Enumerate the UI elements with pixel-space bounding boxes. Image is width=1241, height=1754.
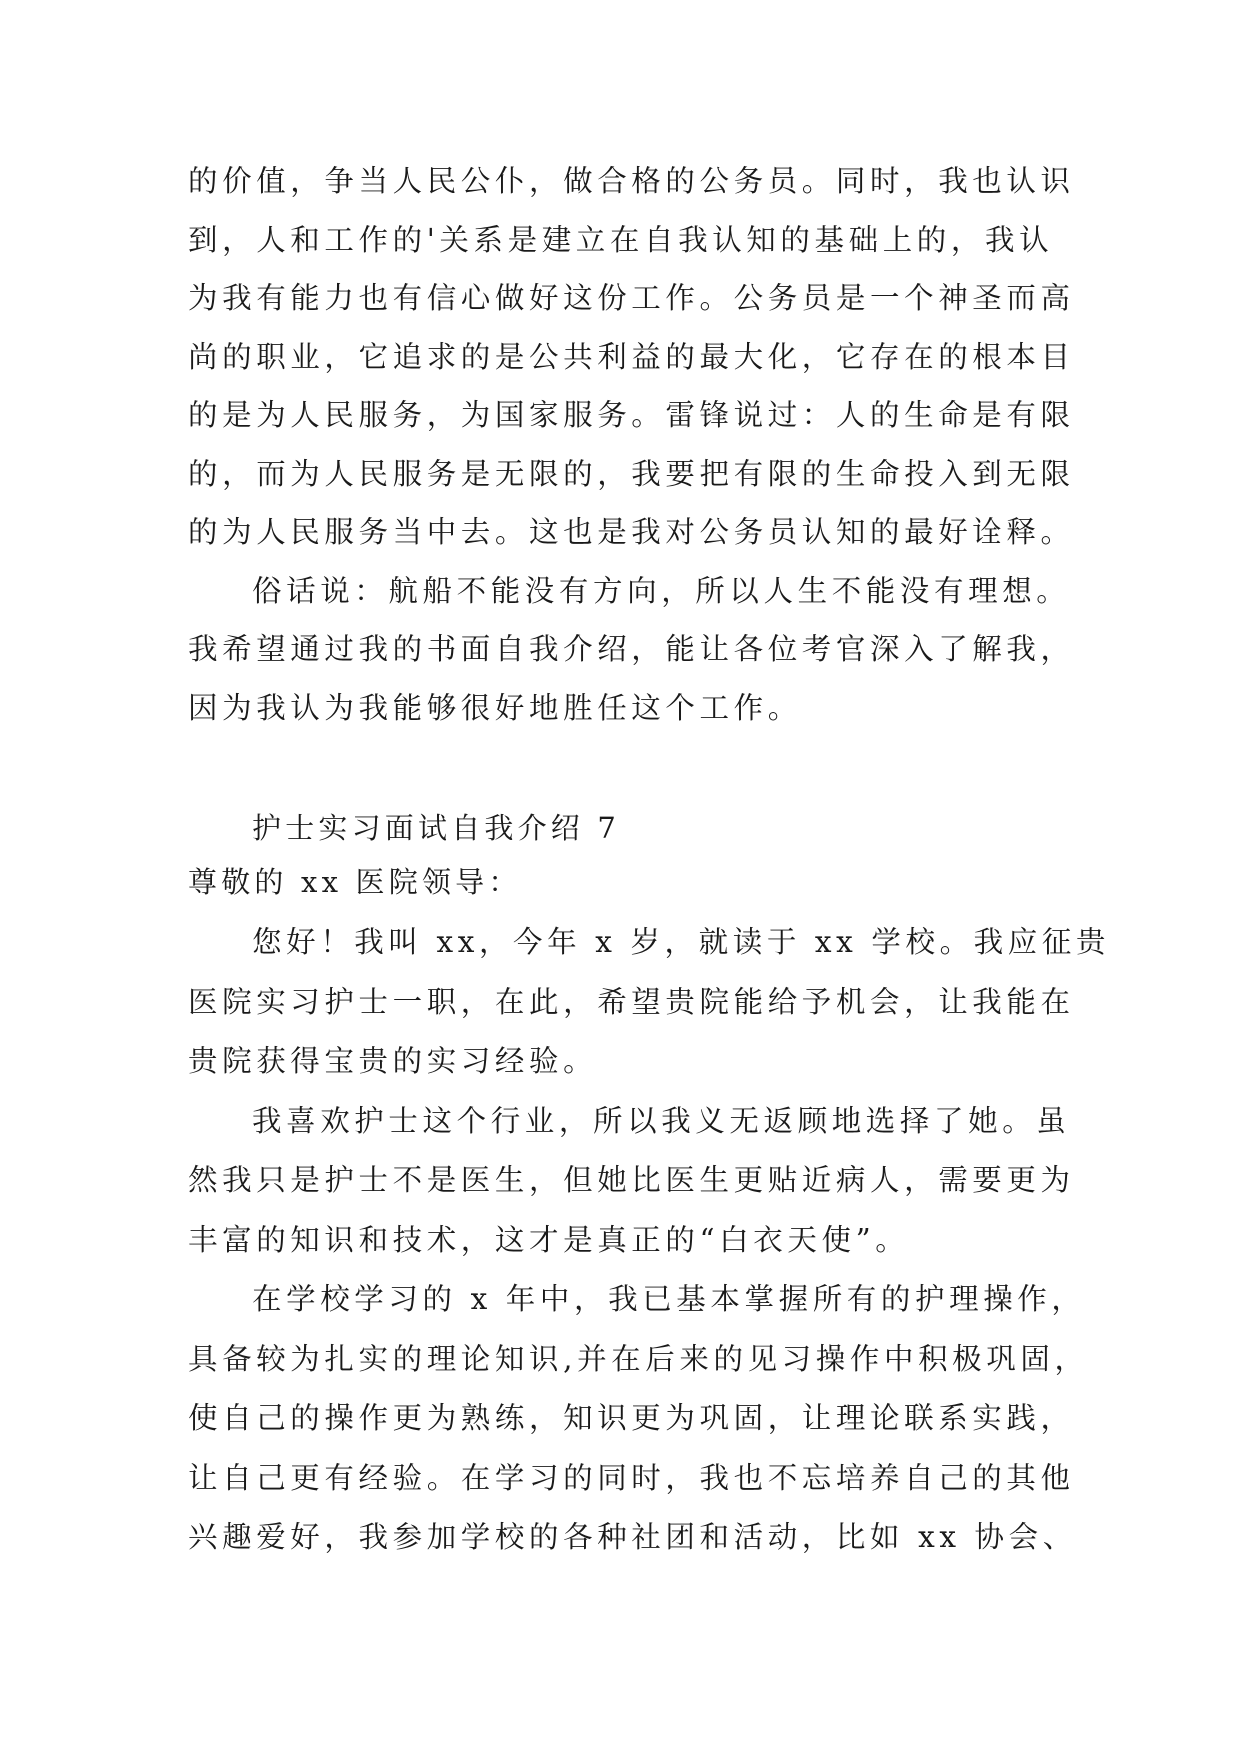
text-line: 医院实习护士一职，在此，希望贵院能给予机会，让我能在 xyxy=(188,984,1075,1019)
paragraph-study-experience xyxy=(188,1270,1089,1568)
text-line: 因为我认为我能够很好地胜任这个工作。 xyxy=(188,690,802,725)
text-line: 您好！我叫 xx，今年 x 岁，就读于 xx 学校。我应征贵 xyxy=(252,925,1111,959)
text-line: 的为人民服务当中去。这也是我对公务员认知的最好诠释。 xyxy=(188,515,1075,549)
section-heading: 护士实习面试自我介绍 7 xyxy=(252,811,621,845)
paragraph-greeting xyxy=(188,913,1111,1092)
text-line: 贵院获得宝贵的实习经验。 xyxy=(188,1044,598,1078)
paragraph-proverb xyxy=(188,562,1075,738)
text-line: 为我有能力也有信心做好这份工作。公务员是一个神圣而高 xyxy=(188,281,1075,315)
text-line: 的，而为人民服务是无限的，我要把有限的生命投入到无限 xyxy=(188,456,1075,491)
text-line: 使自己的操作更为熟练，知识更为巩固，让理论联系实践， xyxy=(188,1401,1075,1435)
text-line: 我希望通过我的书面自我介绍，能让各位考官深入了解我， xyxy=(188,632,1075,666)
text-line: 具备较为扎实的理论知识,并在后来的见习操作中积极巩固， xyxy=(188,1341,1089,1376)
text-line: 我喜欢护士这个行业，所以我义无返顾地选择了她。虽 xyxy=(252,1103,1071,1138)
text-line: 让自己更有经验。在学习的同时，我也不忘培养自己的其他 xyxy=(188,1460,1075,1495)
salutation: 尊敬的 xx 医院领导： xyxy=(188,865,522,899)
document-body xyxy=(188,152,1111,1568)
section-heading-block xyxy=(188,801,1068,909)
text-line: 兴趣爱好，我参加学校的各种社团和活动，比如 xx 协会、 xyxy=(188,1520,1077,1554)
text-line: 的是为人民服务，为国家服务。雷锋说过：人的生命是有限 xyxy=(188,398,1075,432)
text-line: 的价值，争当人民公仆，做合格的公务员。同时，我也认识 xyxy=(188,164,1075,198)
text-line: 丰富的知识和技术，这才是真正的“白衣天使”。 xyxy=(188,1222,910,1257)
paragraph-motivation xyxy=(188,1092,1075,1271)
letter-body xyxy=(188,913,1111,1568)
text-line: 在学校学习的 x 年中，我已基本掌握所有的护理操作， xyxy=(252,1282,1086,1316)
text-line: 尚的职业，它追求的是公共利益的最大化，它存在的根本目 xyxy=(188,339,1075,374)
text-line: 然我只是护士不是医生，但她比医生更贴近病人，需要更为 xyxy=(188,1163,1075,1197)
text-line: 俗话说：航船不能没有方向，所以人生不能没有理想。 xyxy=(252,573,1071,608)
paragraph-civil-servant-continued xyxy=(188,152,1075,562)
text-line: 到，人和工作的'关系是建立在自我认知的基础上的，我认 xyxy=(188,222,1054,257)
